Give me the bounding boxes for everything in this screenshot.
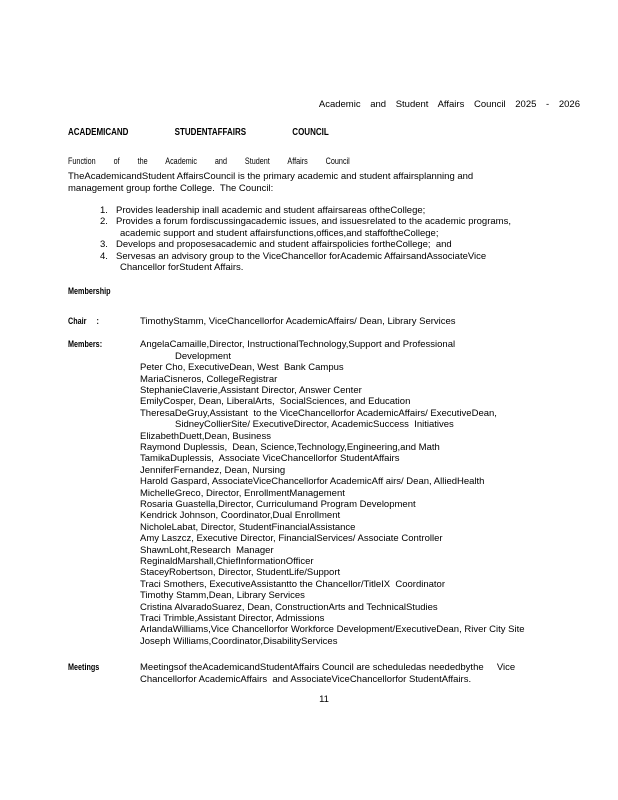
member-line: ShawnLoht,Research Manager bbox=[140, 544, 274, 556]
member-line: MariaCisneros, CollegeRegistrar bbox=[140, 373, 278, 385]
list-item-text bbox=[116, 205, 580, 216]
member-line: Raymond Duplessis, Dean, Science,Technology,Engineering,and Math bbox=[140, 441, 440, 453]
list-item-number: 4. bbox=[100, 250, 108, 262]
member-line: AngelaCamaille,Director, InstructionalTechnology,Support and Professional bbox=[140, 339, 456, 351]
chair-value: TimothyStamm, ViceChancellorfor AcademicAffairs/ Dean, Library Services bbox=[140, 315, 456, 327]
member-line: MichelleGreco, Director, EnrollmentManagement bbox=[140, 487, 345, 499]
meetings-label-text: Meetings bbox=[68, 662, 100, 674]
chair-label bbox=[68, 316, 140, 327]
list-item-number: 3. bbox=[100, 239, 108, 251]
member-line: ReginaldMarshall,ChiefInformationOfficer bbox=[140, 556, 314, 567]
member-line: Development bbox=[175, 350, 231, 362]
page-number: 11 bbox=[319, 694, 329, 706]
meetings-row bbox=[68, 662, 580, 685]
meetings-line: Meetingsof theAcademicandStudentAffairs Council are scheduledas neededbythe Vice bbox=[140, 662, 516, 674]
member-line: NicholeLabat, Director, StudentFinancialAssistance bbox=[140, 521, 356, 533]
running-header: Academic and Student Affairs Council 2025 - 2026 bbox=[318, 99, 580, 110]
member-line: Amy Laszcz, Executive Director, FinancialServices/ Associate Controller bbox=[140, 533, 443, 545]
member-line: Rosaria Guastella,Director, Curriculumand Program Development bbox=[140, 498, 416, 510]
member-line: Peter Cho, ExecutiveDean, West Bank Campus bbox=[140, 362, 344, 374]
membership-heading-text: Membership bbox=[68, 286, 111, 298]
page-title bbox=[68, 127, 580, 138]
numbered-list bbox=[68, 205, 580, 273]
member-line: StephanieClaverie,Assistant Director, Answer Center bbox=[140, 384, 362, 396]
member-line: Harold Gaspard, AssociateViceChancellorfor AcademicAff airs/ Dean, AlliedHealth bbox=[140, 476, 485, 488]
page-title-text: ACADEMICAND STUDENTAFFAIRS COUNCIL bbox=[68, 127, 329, 139]
list-item-line: academic support and student affairsfunctions,offices,and staffoftheCollege; bbox=[120, 227, 439, 239]
function-heading bbox=[68, 156, 580, 167]
member-line: Kendrick Johnson, Coordinator,Dual Enrollment bbox=[140, 510, 341, 522]
member-line: Joseph Williams,Coordinator,DisabilityServices bbox=[140, 635, 338, 647]
member-line: Traci Smothers, ExecutiveAssistantto the Chancellor/TitleIX Coordinator bbox=[140, 578, 446, 590]
intro-line: management group forthe College. The Council: bbox=[68, 182, 274, 194]
members-label bbox=[68, 339, 140, 350]
list-item-line: Provides leadership inall academic and student affairsareas oftheCollege; bbox=[116, 205, 426, 217]
member-line: SidneyCollierSite/ ExecutiveDirector, AcademicSuccess Initiatives bbox=[175, 419, 454, 431]
member-line: Timothy Stamm,Dean, Library Services bbox=[140, 590, 305, 602]
list-item bbox=[100, 205, 580, 216]
list-item bbox=[100, 239, 580, 250]
list-item-number: 1. bbox=[100, 205, 108, 217]
member-line: Cristina AlvaradoSuarez, Dean, ConstructionArts and TechnicalStudies bbox=[140, 601, 438, 613]
list-item-text bbox=[116, 251, 580, 274]
member-line: TamikaDuplessis, Associate ViceChancellorfor StudentAffairs bbox=[140, 453, 400, 465]
chair-row bbox=[68, 316, 580, 327]
member-line: Traci Trimble,Assistant Director, Admissions bbox=[140, 613, 325, 625]
list-item-line: Servesas an advisory group to the ViceChancellor forAcademic AffairsandAssociateVice bbox=[116, 250, 487, 262]
members-list bbox=[140, 339, 580, 647]
list-item-line: Develops and proposesacademic and student affairspolicies fortheCollege; and bbox=[116, 239, 452, 251]
page-content bbox=[68, 0, 580, 705]
member-line: StaceyRobertson, Director, StudentLife/Support bbox=[140, 567, 341, 579]
meetings-label bbox=[68, 662, 140, 673]
list-item-number: 2. bbox=[100, 216, 108, 228]
list-item-line: Chancellor forStudent Affairs. bbox=[120, 262, 244, 274]
membership-heading bbox=[68, 286, 580, 297]
member-line: JenniferFernandez, Dean, Nursing bbox=[140, 464, 286, 476]
meetings-text bbox=[140, 662, 580, 685]
members-label-text: Members: bbox=[68, 339, 103, 351]
member-line: TheresaDeGruy,Assistant to the ViceChancellorfor AcademicAffairs/ ExecutiveDean, bbox=[140, 407, 497, 419]
list-item-line: Provides a forum fordiscussingacademic issues, and issuesrelated to the academic programs, bbox=[116, 216, 511, 228]
intro-line: TheAcademicandStudent AffairsCouncil is the primary academic and student affairsplanning and bbox=[68, 171, 474, 183]
list-item-text bbox=[116, 216, 580, 239]
meetings-line: Chancellorfor AcademicAffairs and AssociateViceChancellorfor StudentAffairs. bbox=[140, 673, 472, 685]
intro-paragraph bbox=[68, 171, 580, 194]
members-row bbox=[68, 339, 580, 647]
member-line: ElizabethDuett,Dean, Business bbox=[140, 430, 271, 442]
function-heading-text: Function of the Academic and Student Affairs Council bbox=[68, 155, 350, 167]
list-item-text bbox=[116, 239, 580, 250]
member-line: ArlandaWilliams,Vice Chancellorfor Workforce Development/ExecutiveDean, River City Site bbox=[140, 624, 525, 636]
list-item bbox=[100, 251, 580, 274]
list-item bbox=[100, 216, 580, 239]
member-line: EmilyCosper, Dean, LiberalArts, SocialSciences, and Education bbox=[140, 396, 411, 408]
chair-label-text: Chair : bbox=[68, 315, 99, 327]
